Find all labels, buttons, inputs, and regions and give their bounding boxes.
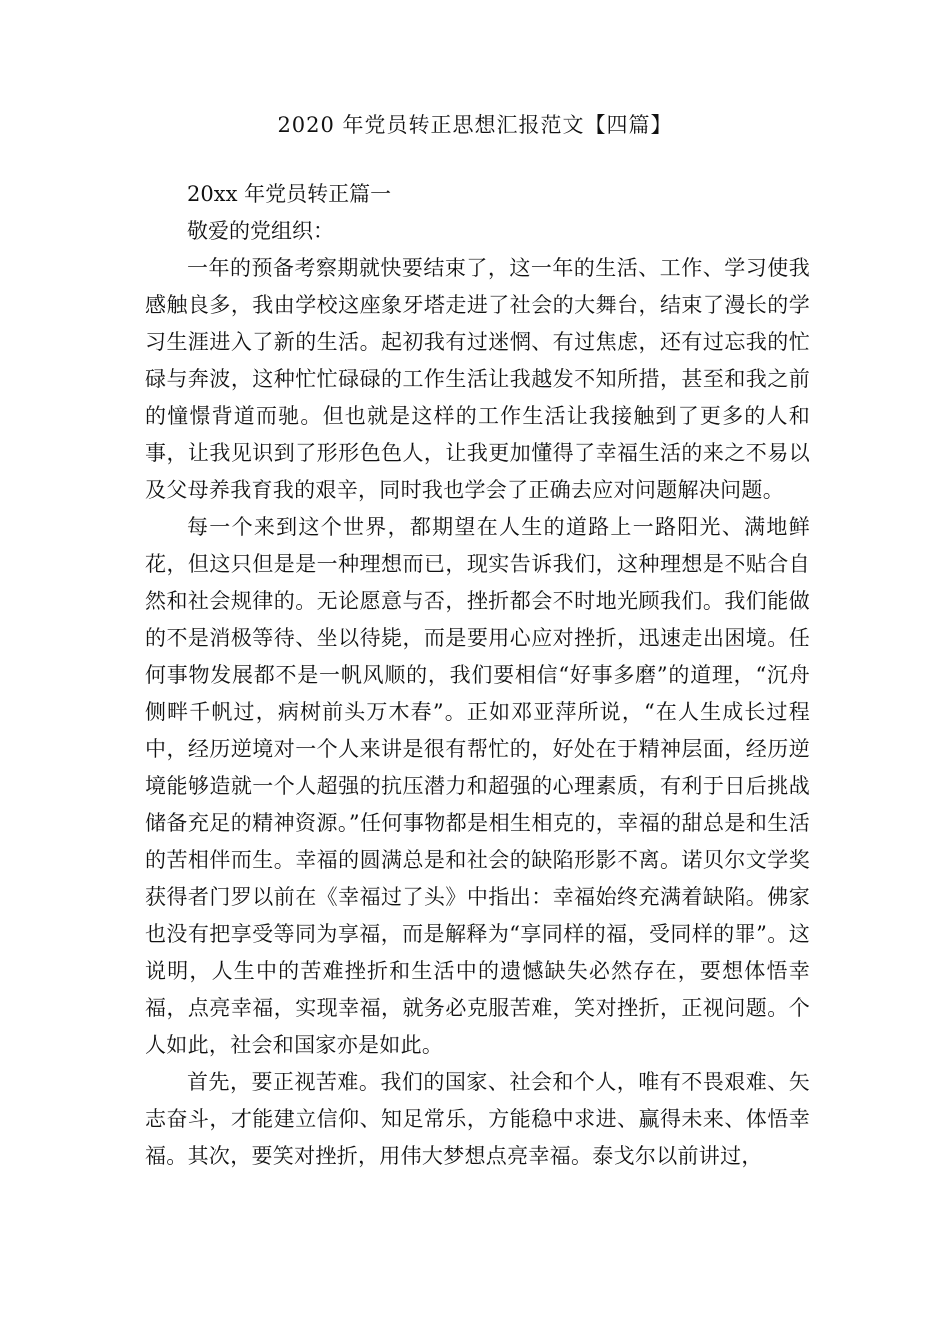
paragraph-1: 一年的预备考察期就快要结束了，这一年的生活、工作、学习使我感触良多，我由学校这座象牙塔走进了社会的大舞台，结束了漫长的学习生涯进入了新的生活。起初我有过迷惘、有过焦虑，还有过忘我的忙碌与奔波，这种忙忙碌碌的工作生活让我越发不知所措，甚至和我之前的憧憬背道而驰。但也就是这样的工作生活让我接触到了更多的人和事，让我见识到了形形色色人，让我更加懂得了幸福生活的来之不易以及父母养我育我的艰辛，同时我也学会了正确去应对问题解决问题。 <box>145 256 810 502</box>
paragraph-3: 首先，要正视苦难。我们的国家、社会和个人，唯有不畏艰难、矢志奋斗，才能建立信仰、知足常乐，方能稳中求进、赢得未来、体悟幸福。其次，要笑对挫折，用伟大梦想点亮幸福。泰戈尔以前讲过， <box>145 1070 810 1168</box>
document-title: 2020 年党员转正思想汇报范文【四篇】 <box>277 113 673 137</box>
salutation: 敬爱的党组织： <box>187 219 334 243</box>
document-body <box>145 176 810 1175</box>
section-heading: 20xx 年党员转正篇一 <box>187 182 392 206</box>
paragraph-2: 每一个来到这个世界，都期望在人生的道路上一路阳光、满地鲜花，但这只但是是一种理想而已，现实告诉我们，这种理想是不贴合自然和社会规律的。无论愿意与否，挫折都会不时地光顾我们。我们能做的不是消极等待、坐以待毙，而是要用心应对挫折，迅速走出困境。任何事物发展都不是一帆风顺的，我们要相信“好事多磨”的道理，“沉舟侧畔千帆过，病树前头万木春”。正如邓亚萍所说，“在人生成长过程中，经历逆境对一个人来讲是很有帮忙的，好处在于精神层面，经历逆境能够造就一个人超强的抗压潜力和超强的心理素质，有利于日后挑战储备充足的精神资源。”任何事物都是相生相克的，幸福的甜总是和生活的苦相伴而生。幸福的圆满总是和社会的缺陷形影不离。诺贝尔文学奖获得者门罗以前在《幸福过了头》中指出：幸福始终充满着缺陷。佛家也没有把享受等同为享福，而是解释为“享同样的福，受同样的罪”。这说明，人生中的苦难挫折和生活中的遗憾缺失必然存在，要想体悟幸福，点亮幸福，实现幸福，就务必克服苦难，笑对挫折，正视问题。个人如此，社会和国家亦是如此。 <box>145 515 810 1057</box>
